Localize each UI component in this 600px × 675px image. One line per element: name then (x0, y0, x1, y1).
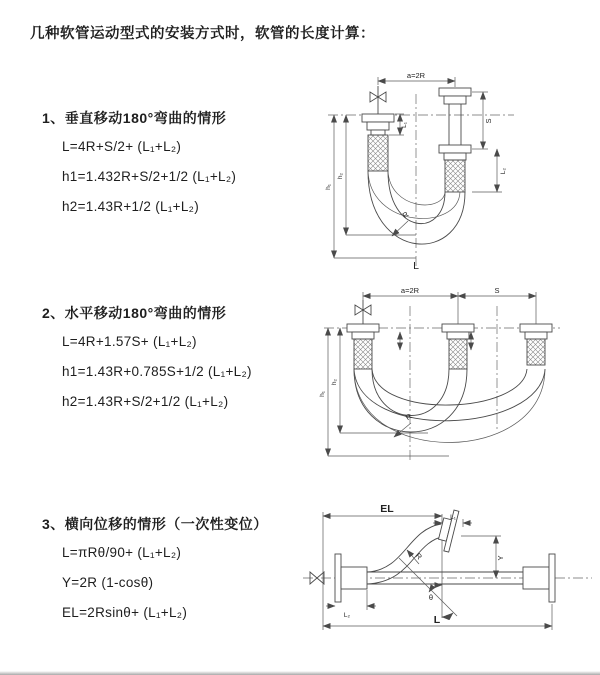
section-3-formulas (62, 538, 187, 628)
dim-h2-label: h₂ (337, 172, 344, 180)
dim-s-label: S (484, 118, 493, 124)
section-2-heading: 2、水平移动180°弯曲的情形 (42, 305, 227, 321)
radius-label: R (400, 209, 411, 221)
dimension-lines (334, 77, 502, 258)
page-title: 几种软管运动型式的安装方式时，软管的长度计算： (30, 26, 375, 42)
dim-s-label: S (494, 286, 500, 295)
theta-label: θ (428, 593, 434, 602)
dim-l2-label: L₂ (343, 612, 351, 619)
section-2-formulas (62, 327, 252, 417)
left-flange (335, 554, 367, 602)
diagram-lateral-displacement (295, 498, 600, 650)
dimension-lines (328, 292, 536, 456)
inlet-valve-icon (370, 86, 386, 114)
length-label: L (433, 614, 441, 626)
displaced-hose-position (367, 508, 459, 584)
length-label: L (413, 260, 419, 272)
flanges (347, 324, 552, 369)
page-bottom-edge (0, 671, 600, 675)
dim-h2-label: h₂ (331, 378, 338, 386)
formula-line: h1=1.43R+0.785S+1/2 (L₁+L₂) (62, 364, 252, 379)
dim-el-label: EL (380, 503, 394, 515)
formula-line: h1=1.432R+S/2+1/2 (L₁+L₂) (62, 169, 237, 184)
dimension-labels (344, 503, 505, 626)
dim-l1-label: L₁ (401, 122, 408, 128)
hose-curves (354, 369, 545, 443)
diagram-vertical-180-bend (308, 66, 594, 272)
dim-y-label: Y (496, 555, 505, 561)
dim-a2r-label: a=2R (400, 286, 420, 295)
right-flange-stack (439, 88, 471, 192)
dim-h1-label: h₁ (319, 391, 326, 397)
radius-label: R (403, 411, 414, 423)
formula-line: h2=1.43R+S/2+1/2 (L₁+L₂) (62, 394, 229, 409)
dim-l1-label: L₁ (450, 514, 456, 521)
inlet-valve-icon (355, 300, 371, 324)
diagram-horizontal-180-bend (308, 282, 592, 468)
formula-line: L=4R+1.57S+ (L₁+L₂) (62, 334, 197, 349)
left-flange (362, 114, 394, 171)
dim-l2-label: L₂ (500, 167, 507, 175)
formula-line: L=πRθ/90+ (L₁+L₂) (62, 545, 182, 560)
formula-line: h2=1.43R+1/2 (L₁+L₂) (62, 199, 200, 214)
dim-h1-label: h₁ (325, 184, 332, 190)
section-1-formulas (62, 132, 236, 222)
section-3-heading: 3、横向位移的情形（一次性变位） (42, 516, 268, 532)
dimension-labels (319, 286, 500, 422)
radius-label: R (413, 551, 424, 562)
construction-lines (399, 550, 457, 617)
formula-line: L=4R+S/2+ (L₁+L₂) (62, 139, 182, 154)
section-1-heading: 1、垂直移动180°弯曲的情形 (42, 110, 227, 126)
dim-a2r-label: a=2R (406, 71, 426, 80)
formula-line: EL=2Rsinθ+ (L₁+L₂) (62, 605, 188, 620)
formula-line: Y=2R (1-cosθ) (62, 575, 154, 590)
